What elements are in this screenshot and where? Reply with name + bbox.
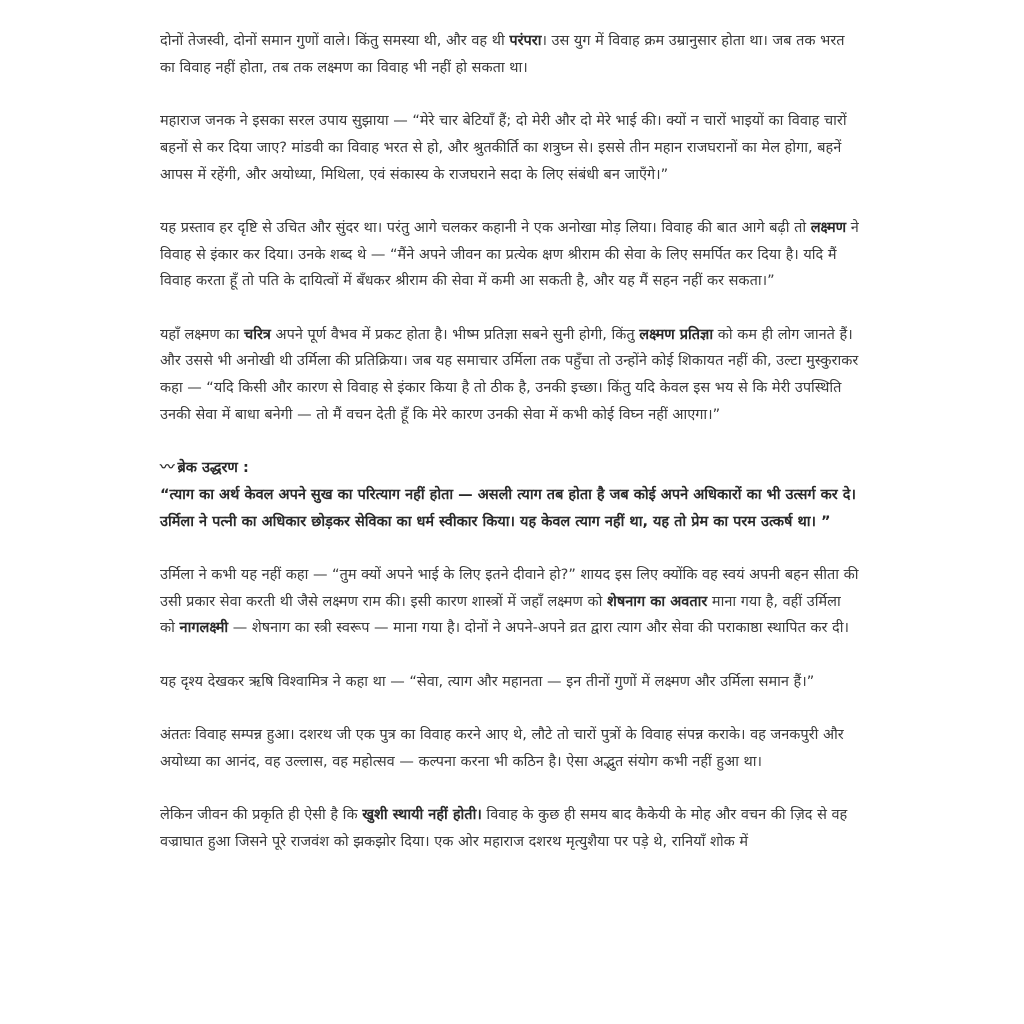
paragraph-text: अपने पूर्ण वैभव में प्रकट होता है। भीष्म प्रतिज्ञा सबने सुनी होगी, किंतु [270, 326, 640, 343]
paragraph-3 [160, 215, 860, 295]
bold-term: लक्ष्मण प्रतिज्ञा [639, 326, 714, 343]
paragraph-text: — शेषनाग का स्त्री स्वरूप — माना गया है। दोनों ने अपने-अपने व्रत द्वारा त्याग और सेवा की पराकाष्ठा स्थापित कर दी। [228, 620, 849, 637]
bold-term: लक्ष्मण [810, 219, 847, 236]
bold-term: परंपरा [509, 33, 542, 49]
paragraph-2 [160, 108, 860, 188]
paragraph-8 [160, 802, 860, 855]
break-quote-label: ब्रेक उद्धरण : [177, 460, 249, 477]
paragraph-text: अंततः विवाह सम्पन्न हुआ। दशरथ जी एक पुत्र का विवाह करने आए थे, लौटे तो चारों पुत्रों के विवाह संपन्न कराके। वह जनकपुरी और अयोध्या का आनंद, वह उल्लास, वह महोत्सव — कल्पना करना भी कठिन है। ऐसा अद्भुत संयोग कभी नहीं हुआ था। [160, 727, 844, 770]
break-quote-heading [160, 455, 860, 482]
bold-term: नागलक्ष्मी [179, 620, 229, 637]
paragraph-text: महाराज जनक ने इसका सरल उपाय सुझाया — “मेरे चार बेटियाँ हैं; दो मेरी और दो मेरे भाई की। क्यों न चारों भाइयों का विवाह चारों बहनों से कर दिया जाए? मांडवी का विवाह भरत से हो, और श्रुतकीर्ति का शत्रुघ्न से। इससे तीन महान राजघरानों का मेल होगा, बहनें आपस में रहेंगी, और अयोध्या, मिथिला, एवं संकास्य के राजघराने सदा के लिए संबंधी बन जाएँगे।” [160, 113, 847, 183]
paragraph-text: यह प्रस्ताव हर दृष्टि से उचित और सुंदर था। परंतु आगे चलकर कहानी ने एक अनोखा मोड़ लिया। विवाह की बात आगे बढ़ी तो [160, 219, 811, 236]
paragraph-text: लेकिन जीवन की प्रकृति ही ऐसी है कि [160, 807, 363, 824]
paragraph-text: दोनों तेजस्वी, दोनों समान गुणों वाले। किंतु समस्या थी, और वह थी [160, 33, 510, 49]
paragraph-7 [160, 722, 860, 775]
paragraph-6 [160, 669, 860, 696]
bold-term: शेषनाग का अवतार [607, 593, 708, 610]
paragraph-text: उर्मिला ने कभी यह नहीं कहा — “तुम क्यों अपने भाई के लिए इतने दीवाने हो?” शायद इस लिए क्योंकि वह स्वयं अपनी बहन सीता की उसी प्रकार सेवा करती थी जैसे लक्ष्मण राम की। इसी कारण शास्त्रों में जहाँ लक्ष्मण को [160, 566, 859, 610]
paragraph-text: को कम ही लोग जानते हैं। और उससे भी अनोखी थी उर्मिला की प्रतिक्रिया। जब यह समाचार उर्मिला तक पहुँचा तो उन्होंने कोई शिकायत नहीं की, उल्टा मुस्कुराकर कहा — “यदि किसी और कारण से विवाह से इंकार किया है तो ठीक है, उनकी इच्छा। किंतु यदि केवल इस भय से कि मेरी उपस्थिति उनकी सेवा में बाधा बनेगी — तो मैं वचन देती हूँ कि मेरे कारण उनकी सेवा में कभी कोई विघ्न नहीं आएगा।” [160, 326, 859, 423]
paragraph-5 [160, 562, 860, 642]
paragraph-1 [160, 28, 860, 81]
wave-icon: 〰 [160, 460, 172, 477]
paragraph-text: विवाह के कुछ ही समय बाद कैकेयी के मोह और वचन की ज़िद से वह वज्राघात हुआ जिसने पूरे राजवंश को झकझोर दिया। एक ओर महाराज दशरथ मृत्युशैया पर पड़े थे, रानियाँ शोक में [160, 807, 848, 850]
break-quote-text: “त्याग का अर्थ केवल अपने सुख का परित्याग नहीं होता — असली त्याग तब होता है जब कोई अपने अधिकारों का भी उत्सर्ग कर दे। उर्मिला ने पत्नी का अधिकार छोड़कर सेविका का धर्म स्वीकार किया। यह केवल त्याग नहीं था, यह तो प्रेम का परम उत्कर्ष था। ” [160, 486, 856, 530]
paragraph-text: ने विवाह से इंकार कर दिया। उनके शब्द थे — “मैंने अपने जीवन का प्रत्येक क्षण श्रीराम की सेवा के लिए समर्पित कर दिया है। यदि मैं विवाह करता हूँ तो पति के दायित्वों में बँधकर श्रीराम की सेवा में कमी आ सकती है, और यह मैं सहन नहीं कर सकता।” [160, 219, 859, 290]
paragraph-text: यह दृश्य देखकर ऋषि विश्वामित्र ने कहा था — “सेवा, त्याग और महानता — इन तीनों गुणों में लक्ष्मण और उर्मिला समान हैं।” [160, 673, 815, 690]
paragraph-text: । उस युग में विवाह क्रम उम्रानुसार होता था। जब तक भरत का विवाह नहीं होता, तब तक लक्ष्मण का विवाह भी नहीं हो सकता था। [160, 33, 845, 76]
bold-term: खुशी स्थायी नहीं होती। [362, 807, 482, 824]
article-body [160, 28, 860, 882]
bold-term: चरित्र [244, 326, 271, 343]
paragraph-text: यहाँ लक्ष्मण का [160, 326, 245, 343]
paragraph-text: माना गया है, वहीं उर्मिला को [160, 593, 841, 637]
paragraph-4 [160, 322, 860, 429]
